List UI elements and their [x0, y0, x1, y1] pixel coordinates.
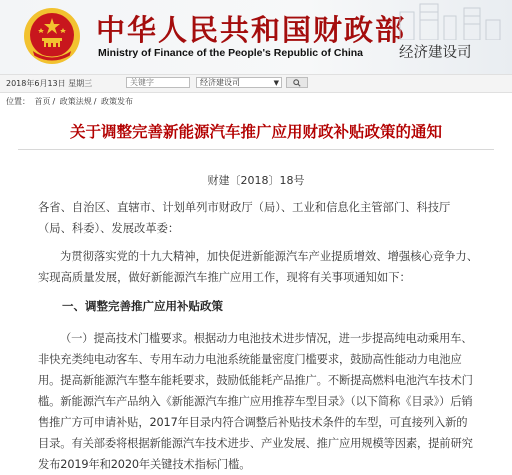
recipients-paragraph: 各省、自治区、直辖市、计划单列市财政厅（局）、工业和信息化主管部门、科技厅（局、科委）、发展改革委：	[38, 201, 451, 235]
section-paragraph: （一）提高技术门槛要求。根据动力电池技术进步情况，进一步提高纯电动乘用车、非快充类纯电动客车、专用车动力电池系统能量密度门槛要求，鼓励高性能动力电池应用。提高新能源汽车整车能耗要求，鼓励低能耗产品推广。不断提高燃料电池汽车技术门槛。新能源汽车产品纳入《新能源汽车推广应用推荐车型目录》（以下简称《目录》）后销售推广方可申请补贴，2017年目录内符合调整后补贴技术条件的车型，可直接列入新的目录。有关部委将根据新能源汽车技术进步、产业发展、推广应用规模等因素，提前研究发布2019年和2020年关键技术指标门槛。	[38, 332, 473, 471]
site-title: 中华人民共和国财政部	[96, 13, 407, 47]
section-heading: 一、调整完善推广应用补贴政策	[62, 299, 223, 313]
breadcrumb	[6, 96, 135, 107]
building-skyline-icon	[380, 0, 512, 40]
breadcrumb-home[interactable]: 首页	[34, 97, 51, 106]
search-scope-value: 经济建设司	[200, 78, 240, 87]
article-title: 关于调整完善新能源汽车推广应用财政补贴政策的通知	[69, 122, 442, 141]
title-divider	[18, 149, 494, 150]
site-title-english: Ministry of Finance of the People's Republic of China	[98, 47, 364, 59]
search-button[interactable]	[286, 77, 308, 88]
national-emblem-icon	[22, 6, 82, 66]
breadcrumb-separator: /	[93, 97, 97, 106]
search-scope-select[interactable]	[196, 77, 282, 88]
department-name[interactable]: 经济建设司	[399, 45, 472, 61]
breadcrumb-policy[interactable]: 政策法规	[59, 97, 92, 106]
intro-paragraph: 为贯彻落实党的十九大精神，加快促进新能源汽车产业提质增效、增强核心竞争力、实现高质量发展，做好新能源汽车推广应用工作，现将有关事项通知如下：	[38, 250, 478, 284]
search-icon	[293, 79, 301, 87]
search-bar	[0, 74, 512, 93]
document-number: 财建〔2018〕18号	[207, 174, 305, 187]
breadcrumb-prefix: 位置：	[6, 97, 30, 106]
chevron-down-icon: ▼	[273, 79, 279, 87]
search-input[interactable]: 关键字	[126, 77, 190, 88]
breadcrumb-separator: /	[52, 97, 56, 106]
breadcrumb-release[interactable]: 政策发布	[101, 97, 134, 106]
current-date: 2018年6月13日 星期三	[6, 79, 93, 88]
site-header	[0, 0, 512, 74]
